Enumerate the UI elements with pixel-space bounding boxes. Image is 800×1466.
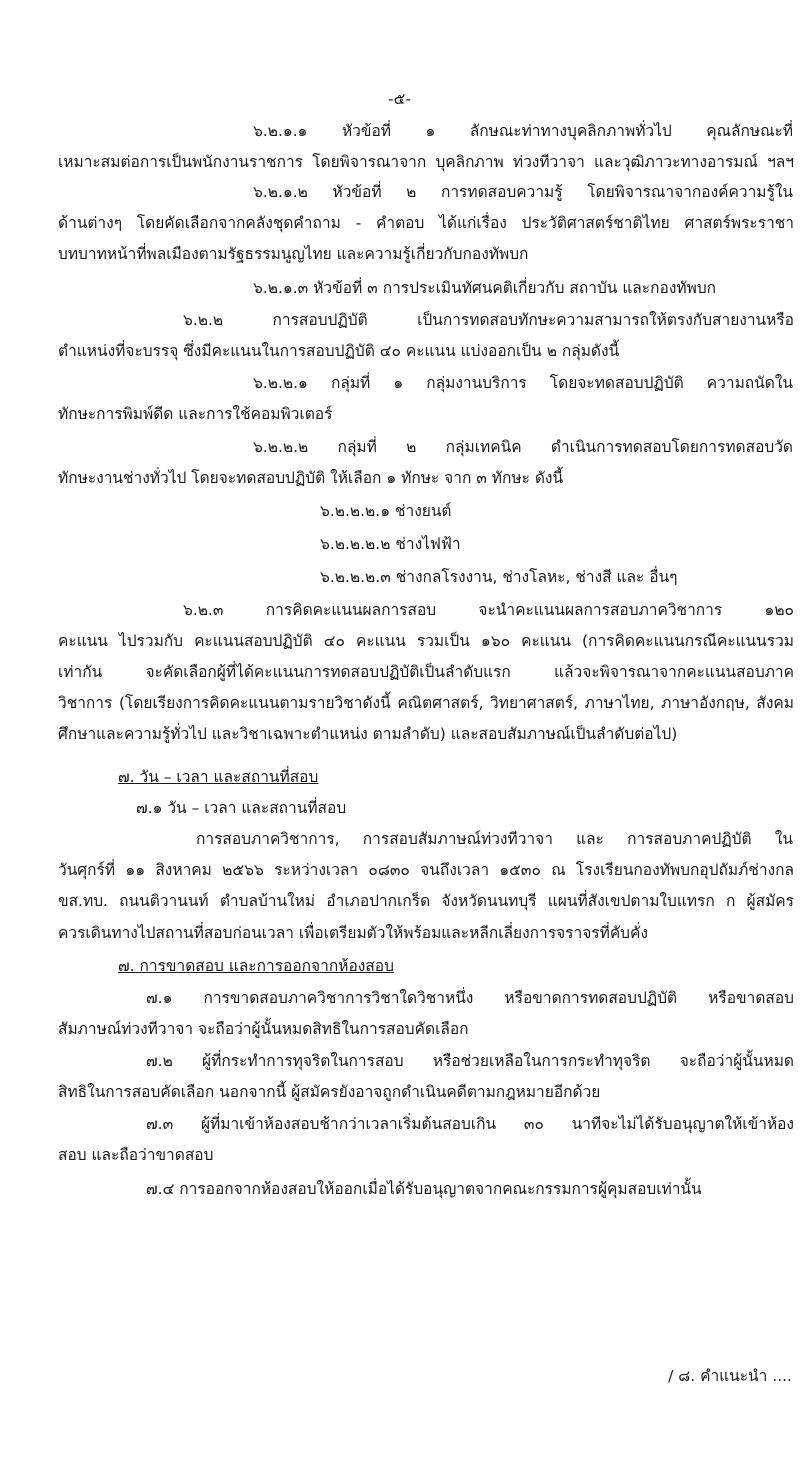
text-line: การสอบภาควิชาการ, การสอบสัมภาษณ์ท่วงทีวาจา และ การสอบภาคปฏิบัติ ใน	[196, 830, 793, 848]
subsection-heading: ๗.๑ วัน – เวลา และสถานที่สอบ	[136, 799, 347, 817]
text-line: สอบ และถือว่าขาดสอบ	[58, 1146, 214, 1164]
text-line: ทักษะงานช่างทั่วไป โดยจะทดสอบปฏิบัติ ให้เลือก ๑ ทักษะ จาก ๓ ทักษะ ดังนี้	[58, 469, 564, 487]
text-line: บทบาทหน้าที่พลเมืองตามรัฐธรรมนูญไทย และความรู้เกี่ยวกับกองทัพบก	[58, 245, 529, 263]
text-line: ขส.ทบ. ถนนติวานนท์ ตำบลบ้านใหม่ อำเภอปากเกร็ด จังหวัดนนทบุรี แผนที่สังเขปตามใบแทรก ก ผู้สมัคร	[58, 892, 794, 910]
footer-continuation: / ๘. คำแนะนำ ....	[668, 1367, 792, 1385]
text-line: วิชาการ (โดยเรียงการคิดคะแนนตามรายวิชาดังนี้ คณิตศาสตร์, วิทยาศาสตร์, ภาษาไทย, ภาษาอังกฤษ, สังคม	[58, 694, 794, 712]
section-heading: ๗. วัน – เวลา และสถานที่สอบ	[118, 768, 319, 786]
text-line: เหมาะสมต่อการเป็นพนักงานราชการ โดยพิจารณาจาก บุคลิกภาพ ท่วงทีวาจา และวุฒิภาวะทางอารมณ์ ฯลฯ	[58, 153, 794, 171]
text-line: สิทธิในการสอบคัดเลือก นอกจากนี้ ผู้สมัครยังอาจถูกดำเนินคดีตามกฎหมายอีกด้วย	[58, 1083, 601, 1101]
text-line: ๖.๒.๒.๒.๒ ช่างไฟฟ้า	[320, 535, 461, 553]
text-line: ด้านต่างๆ โดยคัดเลือกจากคลังชุดคำถาม - คำตอบ ได้แก่เรื่อง ประวัติศาสตร์ชาติไทย ศาสตร์พระราชา	[58, 214, 794, 232]
text-line: คะแนน ไปรวมกับ คะแนนสอบปฏิบัติ ๔๐ คะแนน รวมเป็น ๑๖๐ คะแนน (การคิดคะแนนกรณีคะแนนรวม	[58, 632, 794, 650]
text-line: ๖.๒.๒.๒.๓ ช่างกลโรงงาน, ช่างโลหะ, ช่างสี และ อื่นๆ	[320, 568, 678, 586]
text-line: ๖.๒.๑.๑ หัวข้อที่ ๑ ลักษณะท่าทางบุคลิกภาพทั่วไป คุณลักษณะที่	[253, 122, 793, 140]
text-line: ๗.๓ ผู้ที่มาเข้าห้องสอบช้ากว่าเวลาเริ่มต้นสอบเกิน ๓๐ นาทีจะไม่ได้รับอนุญาตให้เข้าห้อง	[146, 1115, 794, 1133]
text-line: ๖.๒.๒.๒ กลุ่มที่ ๒ กลุ่มเทคนิค ดำเนินการทดสอบโดยการทดสอบวัด	[253, 438, 793, 456]
text-line: ๗.๒ ผู้ที่กระทำการทุจริตในการสอบ หรือช่วยเหลือในการกระทำทุจริต จะถือว่าผู้นั้นหมด	[146, 1052, 794, 1070]
text-line: ตำแหน่งที่จะบรรจุ ซึ่งมีคะแนนในการสอบปฏิบัติ ๔๐ คะแนน แบ่งออกเป็น ๒ กลุ่มดังนี้	[58, 342, 620, 360]
page-number: -๕-	[388, 90, 411, 108]
text-line: ๖.๒.๒.๒.๑ ช่างยนต์	[320, 502, 452, 520]
text-line: ทักษะการพิมพ์ดีด และการใช้คอมพิวเตอร์	[58, 405, 333, 423]
text-line: ๖.๒.๒ การสอบปฏิบัติ เป็นการทดสอบทักษะความสามารถให้ตรงกับสายงานหรือ	[183, 311, 794, 329]
text-line: ๗.๔ การออกจากห้องสอบให้ออกเมื่อได้รับอนุญาตจากคณะกรรมการผู้คุมสอบเท่านั้น	[146, 1180, 702, 1198]
text-line: เท่ากัน จะคัดเลือกผู้ที่ได้คะแนนการทดสอบปฏิบัติเป็นลำดับแรก แล้วจะพิจารณาจากคะแนนสอบภาค	[58, 663, 794, 681]
text-line: สัมภาษณ์ท่วงทีวาจา จะถือว่าผู้นั้นหมดสิทธิในการสอบคัดเลือก	[58, 1020, 469, 1038]
text-line: ควรเดินทางไปสถานที่สอบก่อนเวลา เพื่อเตรียมตัวให้พร้อมและหลีกเลี่ยงการจราจรที่คับคั่ง	[58, 924, 648, 942]
section-heading: ๗. การขาดสอบ และการออกจากห้องสอบ	[118, 957, 394, 975]
text-line: ๖.๒.๑.๒ หัวข้อที่ ๒ การทดสอบความรู้ โดยพิจารณาจากองค์ความรู้ใน	[253, 183, 793, 201]
text-line: ๖.๒.๒.๑ กลุ่มที่ ๑ กลุ่มงานบริการ โดยจะทดสอบปฏิบัติ ความถนัดใน	[253, 374, 793, 392]
text-line: ๗.๑ การขาดสอบภาควิชาการวิชาใดวิชาหนึ่ง หรือขาดการทดสอบปฏิบัติ หรือขาดสอบ	[146, 989, 794, 1007]
text-line: ศึกษาและความรู้ทั่วไป และวิชาเฉพาะตำแหน่ง ตามลำดับ) และสอบสัมภาษณ์เป็นลำดับต่อไป)	[58, 725, 678, 743]
text-line: วันศุกร์ที่ ๑๑ สิงหาคม ๒๕๖๖ ระหว่างเวลา ๐๘๓๐ จนถึงเวลา ๑๕๓๐ ณ โรงเรียนกองทัพบกอุปถัมภ์ช่างกล	[58, 861, 794, 879]
text-line: ๖.๒.๑.๓ หัวข้อที่ ๓ การประเมินทัศนคติเกี่ยวกับ สถาบัน และกองทัพบก	[253, 279, 717, 297]
text-line: ๖.๒.๓ การคิดคะแนนผลการสอบ จะนำคะแนนผลการสอบภาควิชาการ ๑๒๐	[183, 601, 794, 619]
